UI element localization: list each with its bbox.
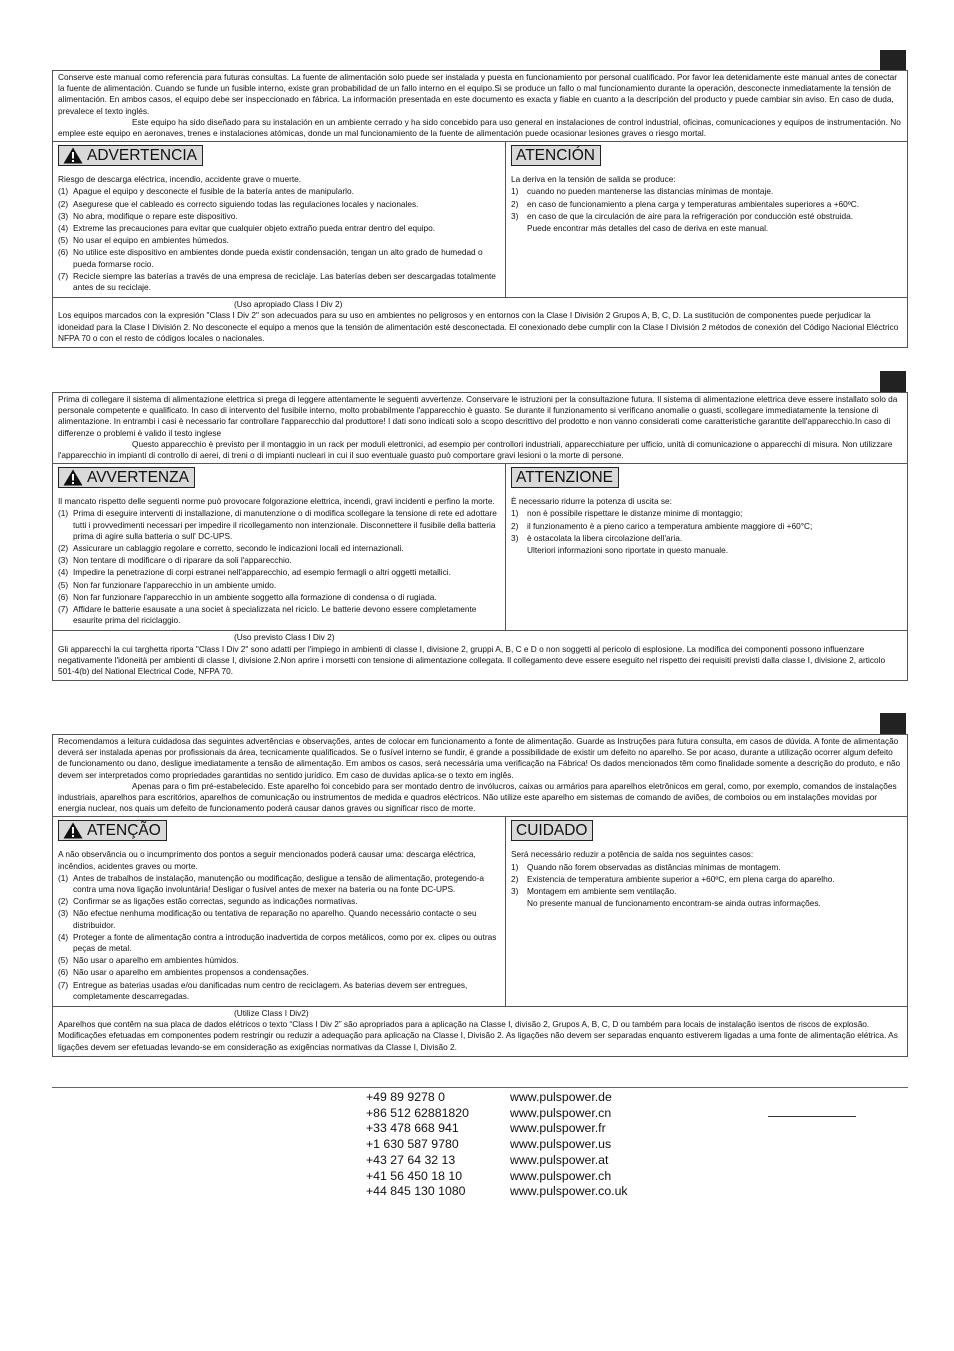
caution-lead: È necessario ridurre la potenza di uscita se:	[511, 496, 672, 507]
caution-lead: Será necessário reduzir a potência de saída nos seguintes casos:	[511, 849, 754, 860]
warning-triangle-icon	[63, 469, 83, 486]
class-i-div2-note	[53, 297, 907, 347]
warning-header	[58, 820, 167, 841]
list-item: (2) Assicurare un cablaggio regolare e corretto, secondo le indicazioni locali ed internazionali.	[58, 543, 404, 554]
warning-column	[53, 817, 506, 1006]
caution-list	[511, 508, 902, 544]
list-item: 2) Existencia de temperatura ambiente superior a +60ºC, em plena carga do aparelho.	[511, 873, 835, 884]
warning-triangle-icon	[63, 147, 83, 164]
section-spanish	[52, 70, 908, 348]
warning-lead: Riesgo de descarga eléctrica, incendio, accidente grave o muerte.	[58, 174, 302, 185]
list-item: (2) Confirmar se as ligações estão correctas, segundo as indicações normativas.	[58, 896, 358, 907]
intro-paragraph: Apenas para o fim pré-estabelecido. Este aparelho foi concebido para ser montado dentro de invólucros, caixas ou armários para aparelhos eletrônicos em geral, como, por exemplo, comandos de instalações industriais, aparelhos para escritórios, aparelhos de comunicação ou instrumentos de medida e quadros eléctricos. Não utilize este aparelho em sistemas de comando de aviões, de comboios ou em instalações movidas por energia nuclear, nos quais um defeito de funcionamento poderá causar danos graves ou significar risco de morte.	[58, 780, 897, 814]
class-i-div2-note	[53, 1006, 907, 1056]
section-italian	[52, 392, 908, 681]
contact-website-link[interactable]: www.pulspower.us	[510, 1137, 612, 1152]
contact-phone: +1 630 587 9780	[366, 1137, 459, 1152]
list-item: 1) non è possibile rispettare le distanze minime di montaggio;	[511, 508, 743, 519]
div2-text: Los equipos marcados con la expresión "Class I Div 2" son adecuados para su uso en ambientes no peligrosos y en entornos con la Clase I División 2 Grupos A, B, C, D. La sustitución de componentes puede perjudicar la idoneidad para la Clase I División 2. No desconecte el equipo a menos que la tensión de alimentación esté desconectada. El conexionado debe cumplir con la Clase I División 2 métodos de conexión del Código Nacional Eléctrico NFPA 70 o con el resto de códigos locales o nacionales.	[58, 310, 899, 343]
contact-phone: +41 56 450 18 10	[366, 1168, 463, 1183]
warning-title: ADVERTENCIA	[87, 147, 197, 165]
div2-title: (Uso previsto Class I Div 2)	[234, 632, 335, 643]
list-item: 2) il funzionamento è a pieno carico a temperatura ambiente maggiore di +60°C;	[511, 520, 813, 531]
intro-text	[53, 71, 907, 141]
list-item: (5) Non far funzionare l'apparecchio in un ambiente umido.	[58, 579, 277, 590]
list-item: (5) Não usar o aparelho em ambientes húmidos.	[58, 955, 239, 966]
list-item: (1) Antes de trabalhos de instalação, manutenção ou modificação, desligue a tensão de alimentação, protegendo-a contra uma nova ligação involuntária! Desligar o fusível antes de mexer na bateria ou na fonte DC-UPS.	[58, 872, 484, 895]
caution-note: Ulteriori informazioni sono riportate in questo manuale.	[527, 545, 729, 556]
intro-paragraph: Este equipo ha sido diseñado para su instalación en un ambiente cerrado y ha sido concebido para uso general en instalaciones de control industrial, oficinas, comunicaciones y equipos de instrumentación. No emplee este equipo en aeronaves, trenes e instalaciones atómicas, donde un mal funcionamiento de la fuente de alimentación puede ocasionar lesiones graves o riesgo mortal.	[58, 116, 901, 139]
intro-paragraph: Recomendamos a leitura cuidadosa das seguintes advertências e observações, antes de colocar em funcionamento a fonte de alimentação. Guarde as Instruções para futura consulta, em casos de dúvida. A fonte de alimentação deverá ser instalada apenas por profissionais da área, tecnicamente qualificados. Se o fusível interno se fundir, é grande a possibilidade de existir um defeito no aparelho. Se por acaso, durante a utilização ocorrer algum defeito de funcionamento ou dano, desligue imediatamente a tensão de alimentação. Em ambos os casos, será necessária uma verificação na Fábrica! Os dados mencionados têm como finalidade somente a descrição do produto, e não devem ser interpretados como propriedades garantidas no sentido jurídico. Em caso de duvidas aplica-se o texto em inglês.	[58, 736, 901, 780]
section-portuguese	[52, 734, 908, 1057]
warning-column	[53, 464, 506, 630]
warning-header	[58, 467, 195, 488]
intro-text	[53, 735, 907, 816]
caution-list	[511, 862, 902, 898]
list-item: (6) No utilice este dispositivo en ambientes donde pueda existir condensación, tengan un alto grado de humedad o pueda formarse rocio.	[58, 247, 483, 269]
warning-caution-row	[53, 141, 907, 297]
list-item: 1) Quando não forem observadas as distâncias mínimas de montagem.	[511, 861, 781, 872]
caution-header	[511, 467, 619, 488]
warning-lead: Il mancato rispetto delle seguenti norme può provocare folgorazione elettrica, incendi, gravi incidenti e perfino la morte.	[58, 496, 495, 507]
contact-website-link[interactable]: www.pulspower.de	[510, 1090, 612, 1104]
list-item: (4) Proteger a fonte de alimentação contra a introdução inadvertida de corpos metálicos, como por ex. clipes ou outras peças de metal.	[58, 931, 497, 954]
warning-list	[58, 873, 500, 1002]
list-item: (7) Entregue as baterias usadas e/ou danificadas num centro de reciclagem. As baterias devem ser entregues, completamente descarregadas.	[58, 979, 468, 1001]
caution-title: CUIDADO	[516, 822, 588, 840]
footer-divider	[52, 1087, 908, 1088]
caution-lead: La deriva en la tensión de salida se produce:	[511, 174, 676, 185]
warning-list	[58, 186, 500, 293]
contact-phone: +33 478 668 941	[366, 1121, 459, 1136]
div2-text: Gli apparecchi la cui targhetta riporta "Class I Div 2" sono adatti per l'impiego in ambienti di classe I, divisione 2, gruppi A, B, C e D o non soggetti al pericolo di esplosione. La modifica dei componenti possono influenzare negativamente l'idoneità per ambienti di classe I, divisione 2.Non aprire i morsetti con tensione di alimentazione collegata. Il collegamento deve essere eseguito nel rispetto dei requisiti previsti dalla classe I, divisione 2, articolo 501-4(b) del National Electrical Code, NFPA 70.	[58, 643, 886, 677]
intro-paragraph: Questo apparecchio è previsto per il montaggio in un rack per moduli elettronici, ad esempio per controllori industriali, apparecchiature per ufficio, unità di comunicazione o apparecchi di misura. Non utilizzare l'apparecchio in impianti di controllo di aerei, di treni o di impianti nucleari in cui il suo eventuale guasto può comportare gravi lesioni o la morte di persone.	[58, 438, 893, 461]
contact-website-link[interactable]: www.pulspower.co.uk	[510, 1184, 628, 1199]
list-item: (3) Non tentare di modificare o di riparare da soli l'apparecchio.	[58, 555, 292, 566]
div2-text: Aparelhos que contêm na sua placa de dados elétricos o texto “Class I Div 2” são apropriados para a aplicação na Classe I, divisão 2, Grupos A, B, C, D ou também para locais de instalação isentos de riscos de explosão. Modificações efetuadas em componentes podem restringir ou reduzir a adequação para aplicação na Classe I, Divisão 2. As ligações não devem ser separadas enquanto estiverem ligadas a uma fonte de alimentação elétrica. As ligações devem ser efetuadas levando-se em consideração as exigências normativas da Classe I, Divisão 2.	[58, 1019, 898, 1052]
contact-phone: +49 89 9278 0	[366, 1090, 445, 1104]
contact-phone: +44 845 130 1080	[366, 1184, 466, 1199]
list-item: 1) cuando no pueden mantenerse las distancias mínimas de montaje.	[511, 186, 774, 197]
list-item: (5) No usar el equipo en ambientes húmedos.	[58, 235, 229, 246]
warning-title: AVVERTENZA	[87, 469, 189, 487]
contact-website-link[interactable]: www.pulspower.at	[510, 1152, 609, 1167]
class-i-div2-note	[53, 630, 907, 680]
caution-title: ATTENZIONE	[516, 469, 614, 487]
contact-phone: +86 512 62881820	[366, 1105, 469, 1120]
list-item: (2) Asegurese que el cableado es correcto siguiendo todas las regulaciones locales y nacionales.	[58, 198, 419, 209]
caution-note: No presente manual de funcionamento encontram-se ainda outras informações.	[527, 898, 821, 909]
warning-caution-row	[53, 463, 907, 630]
contact-website-link[interactable]: www.pulspower.ch	[510, 1168, 612, 1183]
warning-triangle-icon	[63, 822, 83, 839]
list-item: (3) No abra, modifique o repare este dispositivo.	[58, 210, 238, 221]
caution-title: ATENCIÓN	[516, 147, 595, 165]
list-item: 3) en caso de que la circulación de aire para la refrigeración por conducción esté obstruida.	[511, 210, 854, 221]
caution-note: Puede encontrar más detalles del caso de deriva en este manual.	[527, 223, 769, 234]
language-tab-pt	[880, 713, 906, 734]
caution-header	[511, 820, 593, 841]
warning-caution-row	[53, 816, 907, 1006]
caution-column	[506, 142, 907, 297]
contact-website-link[interactable]: www.pulspower.fr	[510, 1121, 606, 1136]
signature-line	[768, 1116, 856, 1117]
list-item: (3) Não efectue nenhuma modificação ou tentativa de reparação no aparelho. Quando necessário contacte o seu distribuidor.	[58, 908, 477, 930]
intro-paragraph: Prima di collegare il sistema di alimentazione elettrica si prega di leggere attentamente le seguenti avvertenze. Conservare le istruzioni per la consultazione futura. Il sistema di alimentazione elettrica deve essere installato solo da personale competente e qualificato. In caso di intervento del fusibile interno, molto probabilmente l'apparecchio è guasto. Se durante il funzionamento si verificano anomalie o guasti, scollegare immediatamente la tensione di alimentazione. In entrambi i casi è necessario far controllare l'apparecchio dal produttore! I dati sono indicati solo a scopo descrittivo del prodotto e non vanno considerati come caratteristiche garantite dell'apparecchio.In caso di differenze o problemi è valido il testo inglese	[58, 394, 898, 438]
intro-text	[53, 393, 907, 463]
contact-website-link[interactable]: www.pulspower.cn	[510, 1105, 612, 1120]
list-item: 3) Montagem em ambiente sem ventilação.	[511, 886, 677, 897]
warning-list	[58, 508, 500, 626]
caution-header	[511, 145, 601, 166]
list-item: (6) Não usar o aparelho em ambientes propensos a condensações.	[58, 967, 309, 978]
language-tab-es	[880, 50, 906, 71]
list-item: 3) è ostacolata la libera circolazione dell'aria.	[511, 532, 683, 543]
div2-title: (Uso apropiado Class I Div 2)	[234, 299, 343, 310]
list-item: (1) Apague el equipo y desconecte el fusible de la batería antes de manipularlo.	[58, 186, 354, 197]
list-item: (7) Recicle siempre las baterías a través de una empresa de reciclaje. Las baterías deben ser descargadas totalmente antes de su reciclaje.	[58, 270, 496, 293]
list-item: (4) Extreme las precauciones para evitar que cualquier objeto extraño pueda entrar dentro del equipo.	[58, 223, 436, 234]
warning-lead: A não observância ou o incumprimento dos pontos a seguir mencionados poderá causar uma: descarga eléctrica, incêndios, acidentes graves ou morte.	[58, 849, 476, 871]
warning-title: ATENÇÃO	[87, 822, 161, 840]
list-item: (6) Non far funzionare l'apparecchio in un ambiente soggetto alla formazione di condensa o di rugiada.	[58, 591, 437, 602]
list-item: (4) Impedire la penetrazione di corpi estranei nell'apparecchio, ad esempio fermagli o altri oggetti metallici.	[58, 567, 451, 578]
caution-column	[506, 817, 907, 1006]
contact-phone: +43 27 64 32 13	[366, 1152, 456, 1167]
warning-column	[53, 142, 506, 297]
warning-header	[58, 145, 203, 166]
div2-title: (Utilize Class I Div2)	[234, 1008, 309, 1019]
caution-column	[506, 464, 907, 630]
intro-paragraph: Conserve este manual como referencia para futuras consultas. La fuente de alimentación solo puede ser instalada y puesta en funcionamiento por personal cualificado. Por favor lea detenidamente este manual antes de conectar la fuente de alimentación. Cuando se funde un fusible interno, existe gran probabilidad de un fallo interno en el equipo.Si se produce un fallo o mal funcionamiento durante la operación, desconecte inmediatamente la tensión de alimentación. En ambos casos, el equipo debe ser inspeccionado en fábrica. La información presentada en este documento es exacta y fiable en cuanto a la descripción del producto y puede cambiar sin aviso. En caso de duda, prevalece el texto inglés.	[58, 72, 897, 116]
caution-list	[511, 186, 902, 222]
list-item: 2) en caso de funcionamiento a plena carga y temperaturas ambientales superiores a +60ºC.	[511, 198, 860, 209]
list-item: (1) Prima di eseguire interventi di installazione, di manutenzione o di modifica scollegare la tensione di rete ed adottare tutti i provvedimenti necessari per impedire il ricollegamento non intenzionale. Disconnettere il fusibile della batteria prima di agire sulla batteria o sull' DC-UPS.	[58, 508, 497, 541]
list-item: (7) Affidare le batterie esausate a una societ à specializzata nel riciclo. Le batterie devono essere completamente esaurite prima del riciclaggio.	[58, 604, 477, 626]
language-tab-it	[880, 371, 906, 392]
